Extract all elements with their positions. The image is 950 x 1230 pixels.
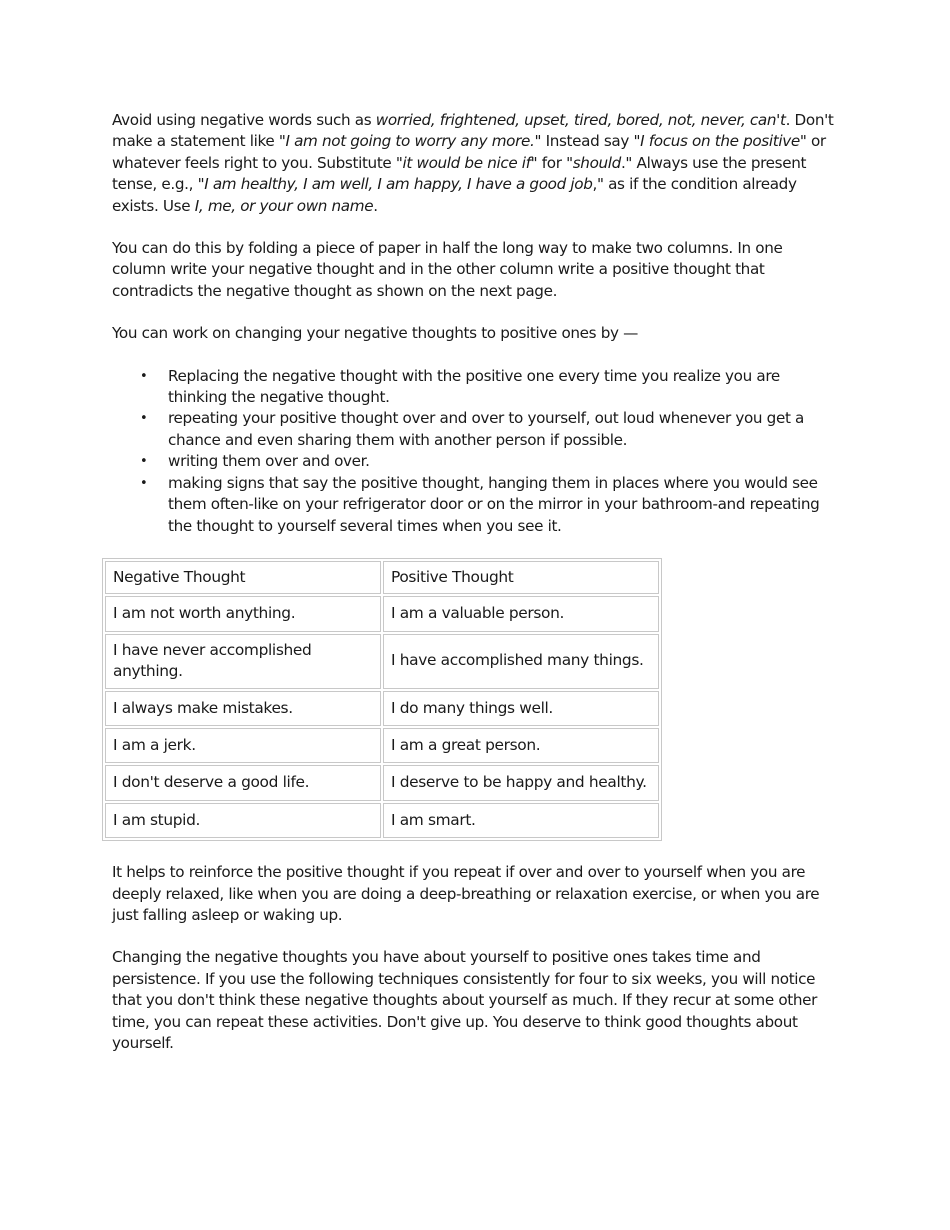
positive-thought-cell: I am smart. — [383, 803, 659, 838]
italic-run: should — [572, 153, 621, 172]
table-row — [105, 596, 659, 631]
paragraph-folding-paper: You can do this by folding a piece of paper in half the long way to make two columns. In one column write your negative thought and in the other column write a positive thought that contradicts the negative thought as shown on the next page. — [112, 239, 783, 300]
header-negative-thought: Negative Thought — [105, 561, 381, 594]
table-row — [105, 634, 659, 689]
text-run: " or whatever feels right to you. Substitute " — [112, 132, 826, 172]
paragraph-work-on-changing: You can work on changing your negative thoughts to positive ones by — — [112, 324, 638, 343]
positive-thought-cell: I am a great person. — [383, 728, 659, 763]
paragraph-reinforce: It helps to reinforce the positive thought if you repeat if over and over to yourself when you are deeply relaxed, like when you are doing a deep-breathing or relaxation exercise, or when you are just falling asleep or waking up. — [112, 863, 820, 924]
text-run: ." Always use the present tense, e.g., " — [112, 153, 807, 194]
negative-thought-cell: I always make mistakes. — [105, 691, 381, 726]
positive-thought-cell: I do many things well. — [383, 691, 659, 726]
negative-thought-cell: I don't deserve a good life. — [105, 765, 381, 800]
table-row — [105, 765, 659, 800]
positive-thought-cell: I am a valuable person. — [383, 596, 659, 631]
methods-list — [112, 366, 840, 537]
text-run: Avoid using negative words such as — [112, 111, 376, 129]
negative-thought-cell: I have never accomplished anything. — [105, 634, 381, 689]
italic-run: I am not going to worry any more. — [285, 132, 535, 151]
positive-thought-cell: I deserve to be happy and healthy. — [383, 765, 659, 800]
text-run: " Instead say " — [534, 132, 641, 151]
text-run: " for " — [530, 153, 573, 172]
table-header-row — [105, 561, 659, 594]
text-run: . Don't make a statement like " — [112, 111, 834, 151]
table-row — [105, 728, 659, 763]
header-positive-thought: Positive Thought — [383, 561, 659, 594]
list-item: • repeating your positive thought over and over to yourself, out loud whenever you get a chance and even sharing them with another person if possible. — [168, 408, 840, 451]
positive-thought-cell: I have accomplished many things. — [383, 634, 659, 689]
table-row — [105, 691, 659, 726]
italic-run: I, me, or your own name — [194, 196, 374, 215]
italic-run: I am healthy, I am well, I am happy, I have a good job — [204, 175, 593, 194]
list-item: • writing them over and over. — [168, 451, 840, 472]
thoughts-table — [102, 558, 662, 841]
paragraph-persistence: Changing the negative thoughts you have about yourself to positive ones takes time and persistence. If you use the following techniques consistently for four to six weeks, you will notice that you don't think these negative thoughts about yourself as much. If they recur at some other time, you can repeat these activities. Don't give up. You deserve to think good thoughts about yourself. — [112, 948, 818, 1052]
text-run: ," as if the condition already exists. Use — [112, 175, 797, 215]
italic-run: I focus on the positive — [640, 132, 800, 151]
negative-thought-cell: I am stupid. — [105, 803, 381, 838]
paragraph-avoid-negative-words — [112, 110, 840, 217]
text-run: . — [373, 196, 378, 215]
italic-run: it would be nice if — [402, 153, 531, 172]
table-row — [105, 803, 659, 838]
negative-thought-cell: I am a jerk. — [105, 728, 381, 763]
list-item: • Replacing the negative thought with the positive one every time you realize you are thinking the negative thought. — [168, 366, 840, 409]
italic-run: worried, frightened, upset, tired, bored, not, never, can't — [375, 111, 786, 129]
list-item: • making signs that say the positive thought, hanging them in places where you would see them often-like on your refrigerator door or on the mirror in your bathroom-and repeating the thought to yourself several times when you see it. — [168, 473, 840, 537]
document-page — [112, 110, 840, 1075]
negative-thought-cell: I am not worth anything. — [105, 596, 381, 631]
